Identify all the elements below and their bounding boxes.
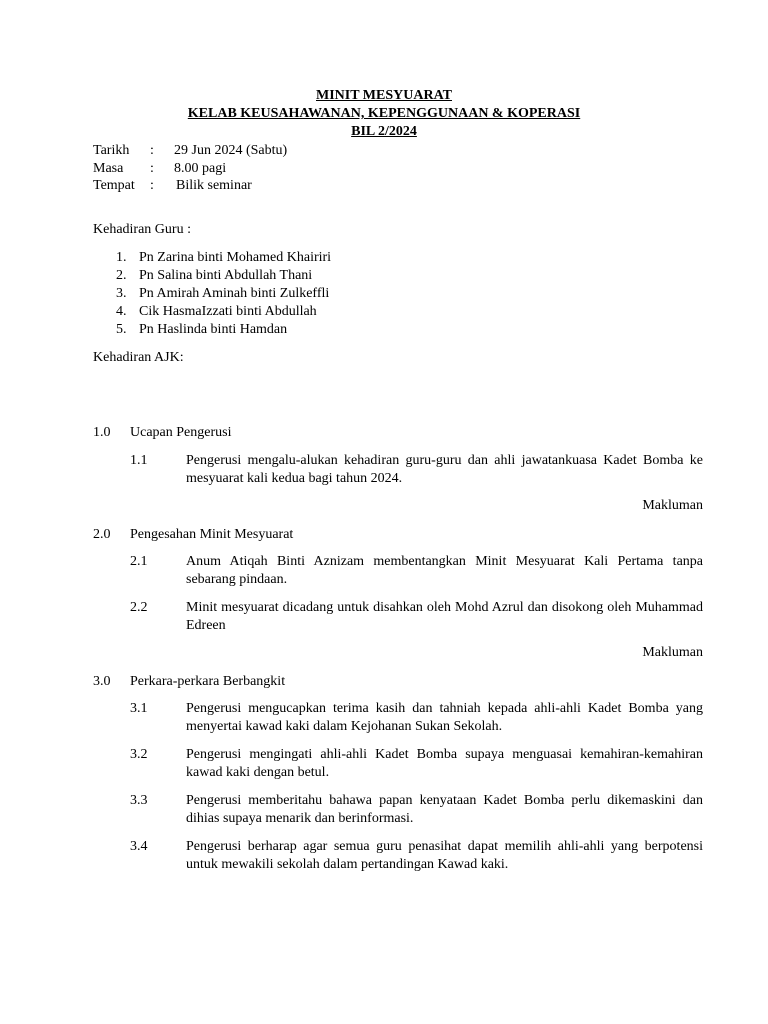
meta-sep-place: : — [150, 178, 154, 193]
section-number: 2.0 — [93, 527, 111, 542]
teacher-name: Cik HasmaIzzati binti Abdullah — [139, 304, 317, 319]
teacher-name: Pn Amirah Aminah binti Zulkeffli — [139, 286, 330, 301]
meta-value-time: 8.00 pagi — [174, 161, 227, 176]
action-label: Makluman — [642, 498, 703, 513]
doc-title: MINIT MESYUARAT — [316, 88, 452, 103]
meta-sep-time: : — [150, 161, 154, 176]
item-number: 3.1 — [130, 701, 148, 716]
section-title: Ucapan Pengerusi — [130, 425, 232, 440]
meta-label-place: Tempat — [93, 178, 135, 193]
teacher-number: 1. — [116, 250, 127, 265]
section-number: 3.0 — [93, 674, 111, 689]
item-number: 3.3 — [130, 793, 148, 808]
section-number: 1.0 — [93, 425, 111, 440]
meta-value-date: 29 Jun 2024 (Sabtu) — [174, 143, 288, 158]
item-text: Pengerusi mengucapkan terima kasih dan tahniah kepada ahli-ahli Kadet Bomba yang menyertai kawad kaki dalam Kejohanan Sukan Sekolah. — [186, 701, 703, 734]
teacher-number: 2. — [116, 268, 127, 283]
teacher-name: Pn Haslinda binti Hamdan — [139, 322, 288, 337]
item-number: 2.2 — [130, 600, 148, 615]
item-text: Pengerusi mengingati ahli-ahli Kadet Bomba supaya menguasai kemahiran-kemahiran kawad kaki dengan betul. — [186, 747, 703, 780]
section-title: Pengesahan Minit Mesyuarat — [130, 527, 294, 542]
item-text: Pengerusi mengalu-alukan kehadiran guru-guru dan ahli jawatankuasa Kadet Bomba ke mesyuarat kali kedua bagi tahun 2024. — [186, 453, 703, 486]
teacher-name: Pn Zarina binti Mohamed Khairiri — [139, 250, 332, 265]
ajk-heading: Kehadiran AJK: — [93, 350, 184, 365]
section-title: Perkara-perkara Berbangkit — [130, 674, 286, 689]
meta-value-place: Bilik seminar — [176, 178, 252, 193]
item-text: Anum Atiqah Binti Aznizam membentangkan Minit Mesyuarat Kali Pertama tanpa sebarang pindaan. — [186, 554, 703, 587]
item-text: Pengerusi memberitahu bahawa papan kenyataan Kadet Bomba perlu dikemaskini dan dihias supaya menarik dan berinformasi. — [186, 793, 703, 826]
meta-label-date: Tarikh — [93, 143, 130, 158]
item-number: 3.2 — [130, 747, 148, 762]
action-label: Makluman — [642, 645, 703, 660]
teacher-name: Pn Salina binti Abdullah Thani — [139, 268, 313, 283]
club-name: KELAB KEUSAHAWANAN, KEPENGGUNAAN & KOPERASI — [187, 106, 581, 121]
item-number: 3.4 — [130, 839, 148, 854]
item-number: 2.1 — [130, 554, 148, 569]
teacher-number: 5. — [116, 322, 127, 337]
meta-sep-date: : — [150, 143, 154, 158]
meta-label-time: Masa — [93, 161, 124, 176]
item-text: Pengerusi berharap agar semua guru penasihat dapat memilih ahli-ahli yang berpotensi untuk mewakili sekolah dalam pertandingan Kawad kaki. — [186, 839, 703, 872]
teacher-number: 4. — [116, 304, 127, 319]
item-text: Minit mesyuarat dicadang untuk disahkan oleh Mohd Azrul dan disokong oleh Muhammad Edreen — [186, 600, 703, 633]
item-number: 1.1 — [130, 453, 148, 468]
teacher-number: 3. — [116, 286, 127, 301]
meeting-number: BIL 2/2024 — [351, 124, 417, 139]
teachers-heading: Kehadiran Guru : — [93, 222, 191, 237]
